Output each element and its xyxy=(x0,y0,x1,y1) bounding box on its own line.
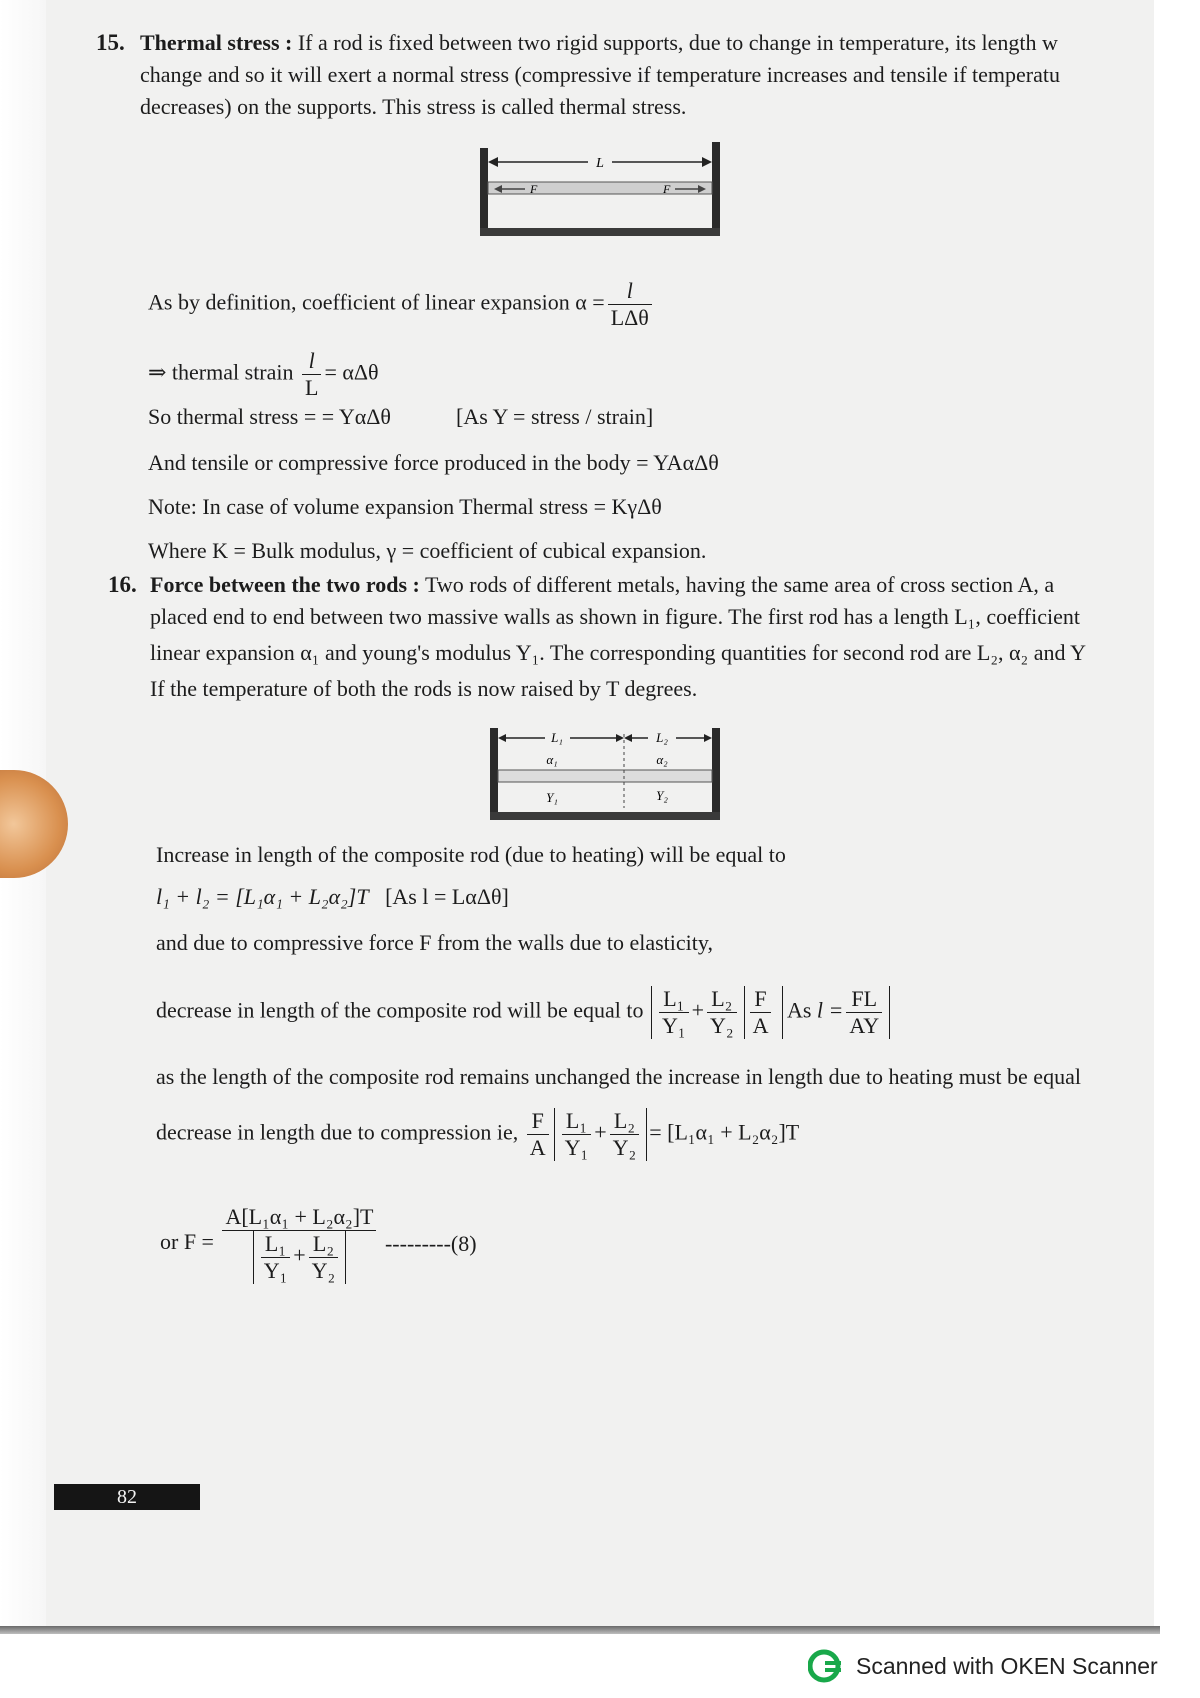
section-16-line1 xyxy=(150,572,1054,598)
strain-line xyxy=(148,348,379,401)
where-line: Where K = Bulk modulus, γ = coefficient of cubical expansion. xyxy=(148,538,707,563)
section-16-line4: If the temperature of both the rods is now raised by T degrees. xyxy=(150,676,698,701)
frac-a: A xyxy=(752,1013,769,1038)
decrease2-text: decrease in length due to compression ie, xyxy=(156,1119,519,1145)
rod xyxy=(488,182,712,194)
section-15-number: 15. xyxy=(96,30,125,55)
alpha-fraction xyxy=(608,278,652,331)
l1-y1-fraction xyxy=(659,986,689,1039)
alpha-denominator: LΔθ xyxy=(610,305,649,330)
unchanged-line: as the length of the composite rod remains unchanged the increase in length due to heating must be equal xyxy=(156,1064,1081,1089)
frac-l2-3: L₂ xyxy=(309,1231,339,1258)
force-line: And tensile or compressive force produced in the body = YAαΔθ xyxy=(148,450,719,475)
frac-l1-2: L₁ xyxy=(562,1108,592,1135)
l2-y2-fraction xyxy=(707,986,737,1039)
f-a-fraction xyxy=(750,986,772,1039)
frac-l1-3: L₁ xyxy=(261,1231,291,1258)
compress-line: and due to compressive force F from the walls due to elasticity, xyxy=(156,930,713,955)
plus-sign-2: + xyxy=(594,1119,607,1145)
right-wall xyxy=(712,728,720,818)
l1-label: L₁ xyxy=(551,730,563,745)
a1-label: α₁ xyxy=(546,752,558,767)
final-equation xyxy=(160,1204,477,1284)
l1-arrowhead-left xyxy=(498,734,506,742)
plus-sign: + xyxy=(691,997,704,1023)
frac-y2: Y₂ xyxy=(710,1013,734,1038)
page-number: 82 xyxy=(54,1484,200,1510)
section-16-number: 16. xyxy=(108,572,137,597)
length-label: L xyxy=(596,156,604,171)
note-line: Note: In case of volume expansion Thermal stress = KγΔθ xyxy=(148,494,662,519)
frac-y1-3: Y₁ xyxy=(263,1258,288,1283)
l2-y2-fraction-3 xyxy=(309,1231,339,1284)
equation-rhs: = [L₁α₁ + L₂α₂]T xyxy=(649,1119,800,1145)
l2-arrowhead-left xyxy=(624,734,632,742)
frac-y2-3: Y₂ xyxy=(311,1258,336,1283)
increase-equation xyxy=(156,884,509,910)
frac-a-2: A xyxy=(529,1135,546,1160)
l2-label: L₂ xyxy=(656,730,668,745)
scanner-footer xyxy=(808,1648,1158,1684)
l1-arrowhead-right xyxy=(616,734,624,742)
increase-note: [As l = LαΔθ] xyxy=(385,884,509,909)
increase-line: Increase in length of the composite rod (due to heating) will be equal to xyxy=(156,842,786,867)
frac-f-2: F xyxy=(527,1108,549,1135)
as-text: As xyxy=(786,997,812,1023)
section-15-line1-text: If a rod is fixed between two rigid supports, due to change in temperature, its length w xyxy=(297,30,1058,55)
base-wall xyxy=(490,812,720,820)
section-15-line1 xyxy=(140,30,1058,56)
composite-rod xyxy=(498,770,712,782)
final-fraction xyxy=(222,1204,376,1284)
f-a-fraction-2 xyxy=(527,1108,549,1161)
equation-label: ---------(8) xyxy=(384,1231,477,1256)
two-rods-figure xyxy=(490,728,720,822)
left-wall xyxy=(490,728,498,818)
or-f: or F = xyxy=(160,1229,214,1255)
decrease2-line xyxy=(156,1108,799,1161)
frac-l2-2: L₂ xyxy=(610,1108,640,1135)
stress-line: So thermal stress = = YαΔθ xyxy=(148,404,391,429)
y2-label: Y₂ xyxy=(656,788,668,803)
strain-numerator: l xyxy=(302,348,321,375)
y1-label: Y₁ xyxy=(546,790,558,805)
fl-ay-fraction xyxy=(846,986,882,1039)
scanner-text: Scanned with OKEN Scanner xyxy=(856,1652,1158,1679)
decrease-line xyxy=(156,986,892,1039)
as-l: l = xyxy=(816,997,844,1023)
final-bracket xyxy=(253,1231,347,1284)
right-support xyxy=(712,142,720,236)
frac-l2: L₂ xyxy=(707,986,737,1013)
frac-ay: AY xyxy=(849,1013,880,1038)
force-label-left: F xyxy=(530,182,538,196)
strain-rhs: = αΔθ xyxy=(324,359,379,385)
increase-eq: l₁ + l₂ = [L₁α₁ + L₂α₂]T xyxy=(156,884,369,909)
strain-text: ⇒ thermal strain xyxy=(148,359,294,385)
final-denominator xyxy=(222,1231,376,1284)
frac-y1: Y₁ xyxy=(662,1013,686,1038)
frac-l1: L₁ xyxy=(659,986,689,1013)
alpha-lhs: α = xyxy=(575,289,605,315)
frac-fl: FL xyxy=(846,986,882,1013)
section-15-line3: decreases) on the supports. This stress is called thermal stress. xyxy=(140,94,687,119)
force-label-right: F xyxy=(663,182,671,196)
frac-y2-2: Y₂ xyxy=(612,1135,637,1160)
stress-note: [As Y = stress / strain] xyxy=(456,404,654,429)
final-numerator: A[L₁α₁ + L₂α₂]T xyxy=(222,1204,376,1231)
oken-scanner-icon xyxy=(808,1648,844,1684)
frac-y1-2: Y₁ xyxy=(564,1135,589,1160)
definition-text: As by definition, coefficient of linear expansion xyxy=(148,289,570,315)
definition-line xyxy=(148,278,655,331)
frac-f: F xyxy=(750,986,772,1013)
thermal-stress-figure xyxy=(480,142,720,240)
base-wall xyxy=(480,228,720,236)
section-15-title: Thermal stress : xyxy=(140,30,293,55)
l2-y2-fraction-2 xyxy=(610,1108,640,1161)
section-16-line1-text: Two rods of different metals, having the same area of cross section A, a xyxy=(424,572,1055,597)
section-16-title: Force between the two rods : xyxy=(150,572,420,597)
l2-arrowhead-right xyxy=(704,734,712,742)
section-15-line2: change and so it will exert a normal stress (compressive if temperature increases and tensile if temperatu xyxy=(140,62,1060,87)
section-16-line2: placed end to end between two massive walls as shown in figure. The first rod has a length L₁, coefficient xyxy=(150,604,1080,629)
page-bottom-edge xyxy=(0,1626,1160,1634)
l1-y1-fraction-2 xyxy=(562,1108,592,1161)
compression-bracket xyxy=(554,1108,648,1161)
as-bracket xyxy=(782,986,890,1039)
decrease-bracket xyxy=(651,986,745,1039)
l1-y1-fraction-3 xyxy=(261,1231,291,1284)
decrease-text: decrease in length of the composite rod will be equal to xyxy=(156,997,644,1023)
plus-sign-3: + xyxy=(293,1242,306,1268)
left-support xyxy=(480,148,488,236)
strain-denominator: L xyxy=(305,375,319,400)
arrowhead-left xyxy=(488,157,498,167)
section-16-line3: linear expansion α₁ and young's modulus Y₁. The corresponding quantities for second rod are L₂, α₂ and Y xyxy=(150,640,1087,665)
strain-fraction xyxy=(302,348,321,401)
alpha-numerator: l xyxy=(608,278,652,305)
a2-label: α₂ xyxy=(656,752,668,767)
arrowhead-right xyxy=(702,157,712,167)
